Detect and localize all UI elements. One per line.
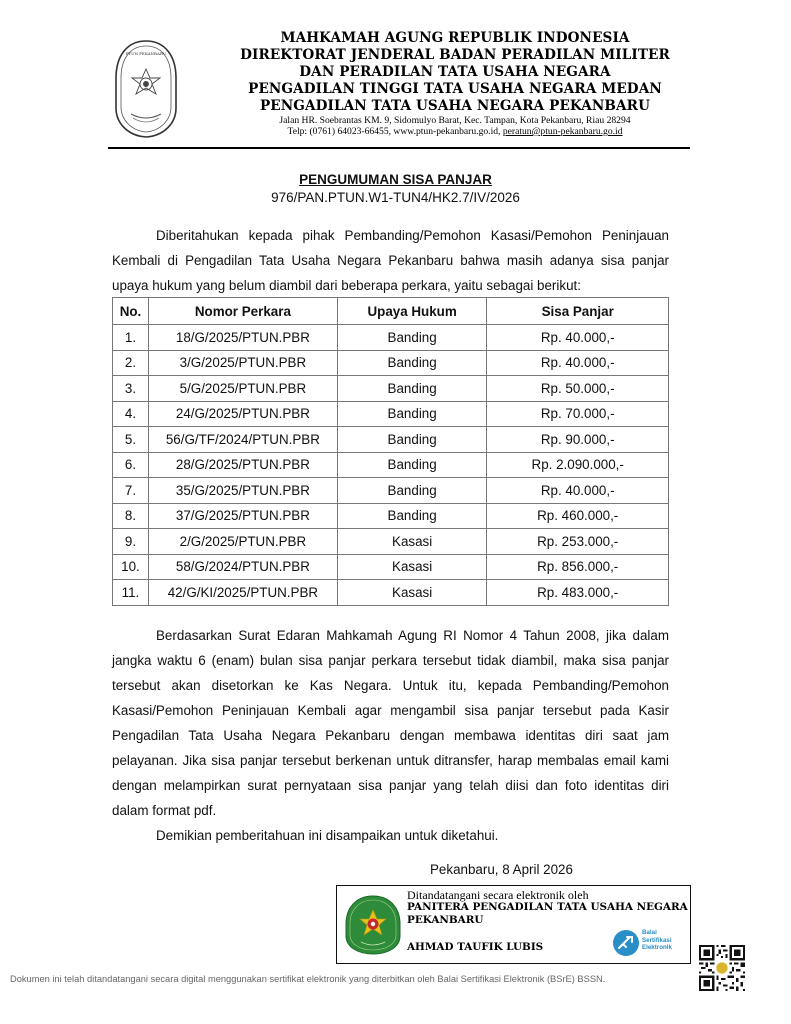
cell-upaya-hukum: Banding: [337, 401, 487, 427]
cell-nomor-perkara: 35/G/2025/PTUN.PBR: [148, 478, 337, 504]
cell-no: 4.: [113, 401, 149, 427]
cell-upaya-hukum: Kasasi: [337, 529, 487, 555]
cell-upaya-hukum: Banding: [337, 452, 487, 478]
cell-sisa-panjar: Rp. 483.000,-: [487, 580, 669, 606]
body-paragraph: [112, 623, 669, 823]
document-number: 976/PAN.PTUN.W1-TUN4/HK2.7/IV/2026: [271, 190, 520, 205]
cell-nomor-perkara: 24/G/2025/PTUN.PBR: [148, 401, 337, 427]
cell-sisa-panjar: Rp. 2.090.000,-: [487, 452, 669, 478]
cell-sisa-panjar: Rp. 253.000,-: [487, 529, 669, 555]
bsre-logo: [612, 929, 684, 957]
table-row: [113, 503, 669, 529]
cell-sisa-panjar: Rp. 90.000,-: [487, 427, 669, 453]
signer-name: AHMAD TAUFIK LUBIS: [407, 941, 544, 953]
cell-upaya-hukum: Banding: [337, 376, 487, 402]
table-row: [113, 478, 669, 504]
table-row: [113, 401, 669, 427]
cell-nomor-perkara: 28/G/2025/PTUN.PBR: [148, 452, 337, 478]
letterhead-line-3: DAN PERADILAN TATA USAHA NEGARA: [299, 64, 611, 80]
cell-no: 2.: [113, 350, 149, 376]
cell-nomor-perkara: 58/G/2024/PTUN.PBR: [148, 554, 337, 580]
cell-upaya-hukum: Banding: [337, 325, 487, 351]
cell-no: 7.: [113, 478, 149, 504]
cell-upaya-hukum: Banding: [337, 503, 487, 529]
cell-nomor-perkara: 18/G/2025/PTUN.PBR: [148, 325, 337, 351]
electronic-signature-box: [336, 885, 691, 964]
cell-nomor-perkara: 2/G/2025/PTUN.PBR: [148, 529, 337, 555]
qr-code-icon[interactable]: [699, 945, 745, 991]
header-nomor-perkara: Nomor Perkara: [148, 298, 337, 325]
bsre-logo-icon: [612, 929, 640, 957]
cell-sisa-panjar: Rp. 40.000,-: [487, 478, 669, 504]
cell-sisa-panjar: Rp. 856.000,-: [487, 554, 669, 580]
document-title: PENGUMUMAN SISA PANJAR: [299, 172, 492, 187]
bsre-text: [642, 929, 672, 952]
letterhead-divider: [108, 147, 690, 149]
contact-email-link[interactable]: peratun@ptun-pekanbaru.go.id: [502, 126, 623, 137]
table-row: [113, 350, 669, 376]
letterhead-line-2: DIREKTORAT JENDERAL BADAN PERADILAN MILITER: [240, 47, 670, 63]
table-row: [113, 554, 669, 580]
intro-text: Diberitahukan kepada pihak Pembanding/Pemohon Kasasi/Pemohon Peninjauan Kembali di Pengadilan Tata Usaha Negara Pekanbaru bahwa masih adanya sisa panjar upaya hukum yang belum diambil dari beberapa perkara, yaitu sebagai berikut:: [112, 228, 669, 293]
cell-nomor-perkara: 37/G/2025/PTUN.PBR: [148, 503, 337, 529]
cell-no: 3.: [113, 376, 149, 402]
cell-nomor-perkara: 3/G/2025/PTUN.PBR: [148, 350, 337, 376]
signer-position-1: PANITERA PENGADILAN TATA USAHA NEGARA: [407, 901, 688, 913]
court-seal-icon: [113, 38, 179, 140]
intro-paragraph: [112, 223, 669, 298]
cell-no: 5.: [113, 427, 149, 453]
table-row: [113, 580, 669, 606]
letterhead: [108, 28, 690, 146]
cell-no: 11.: [113, 580, 149, 606]
letterhead-text: [220, 30, 690, 137]
contact-phone-web: Telp: (0761) 64023-66455, www.ptun-pekanbaru.go.id,: [287, 126, 503, 137]
bsre-line-3: Elektronik: [642, 944, 672, 952]
letterhead-contact: [220, 126, 690, 137]
place-date: Pekanbaru, 8 April 2026: [430, 862, 573, 877]
cell-sisa-panjar: Rp. 70.000,-: [487, 401, 669, 427]
table-row: [113, 452, 669, 478]
closing-paragraph: [112, 823, 669, 848]
bsre-line-2: Sertifikasi: [642, 936, 672, 944]
signed-by-label: Ditandatangani secara elektronik oleh: [407, 888, 589, 902]
table-row: [113, 325, 669, 351]
table-header-row: [113, 298, 669, 325]
cell-no: 1.: [113, 325, 149, 351]
signer-position-2: PEKANBARU: [407, 914, 484, 926]
cell-no: 10.: [113, 554, 149, 580]
letterhead-line-1: MAHKAMAH AGUNG REPUBLIK INDONESIA: [280, 30, 630, 46]
body-text: Berdasarkan Surat Edaran Mahkamah Agung RI Nomor 4 Tahun 2008, jika dalam jangka waktu 6 (enam) bulan sisa panjar perkara tersebut tidak diambil, maka sisa panjar tersebut akan disetorkan ke Kas Negara. Untuk itu, kepada Pembanding/Pemohon Kasasi/Pemohon Peninjauan Kembali agar mengambil sisa panjar tersebut pada Kasir Pengadilan Tata Usaha Negara Pekanbaru dengan membawa identitas diri saat jam pelayanan. Jika sisa panjar tersebut berkenan untuk ditransfer, harap membalas email kami dengan melampirkan surat pernyataan sisa panjar yang telah diisi dan foto identitas diri dalam format pdf.: [112, 628, 669, 818]
header-upaya-hukum: Upaya Hukum: [337, 298, 487, 325]
sisa-panjar-table: [112, 297, 669, 606]
cell-nomor-perkara: 42/G/KI/2025/PTUN.PBR: [148, 580, 337, 606]
digital-signature-notice: Dokumen ini telah ditandatangani secara digital menggunakan sertifikat elektronik yang diterbitkan oleh Balai Sertifikasi Elektronik (BSrE) BSSN.: [10, 974, 606, 984]
cell-no: 8.: [113, 503, 149, 529]
cell-sisa-panjar: Rp. 460.000,-: [487, 503, 669, 529]
cell-upaya-hukum: Banding: [337, 478, 487, 504]
cell-nomor-perkara: 5/G/2025/PTUN.PBR: [148, 376, 337, 402]
header-sisa-panjar: Sisa Panjar: [487, 298, 669, 325]
cell-sisa-panjar: Rp. 50.000,-: [487, 376, 669, 402]
table-row: [113, 376, 669, 402]
cell-sisa-panjar: Rp. 40.000,-: [487, 325, 669, 351]
cell-upaya-hukum: Kasasi: [337, 580, 487, 606]
svg-text:PTUN PEKANBARU: PTUN PEKANBARU: [125, 51, 167, 56]
cell-sisa-panjar: Rp. 40.000,-: [487, 350, 669, 376]
court-seal-green-icon: [343, 894, 403, 956]
table-row: [113, 529, 669, 555]
letterhead-address: Jalan HR. Soebrantas KM. 9, Sidomulyo Barat, Kec. Tampan, Kota Pekanbaru, Riau 28294: [279, 115, 631, 126]
header-no: No.: [113, 298, 149, 325]
letterhead-line-4: PENGADILAN TINGGI TATA USAHA NEGARA MEDAN: [248, 81, 662, 97]
table-row: [113, 427, 669, 453]
cell-upaya-hukum: Banding: [337, 350, 487, 376]
cell-no: 9.: [113, 529, 149, 555]
letterhead-line-5: PENGADILAN TATA USAHA NEGARA PEKANBARU: [259, 98, 651, 114]
cell-upaya-hukum: Banding: [337, 427, 487, 453]
closing-text: Demikian pemberitahuan ini disampaikan untuk diketahui.: [156, 828, 499, 843]
bsre-line-1: Balai: [642, 929, 657, 936]
cell-no: 6.: [113, 452, 149, 478]
cell-upaya-hukum: Kasasi: [337, 554, 487, 580]
cell-nomor-perkara: 56/G/TF/2024/PTUN.PBR: [148, 427, 337, 453]
